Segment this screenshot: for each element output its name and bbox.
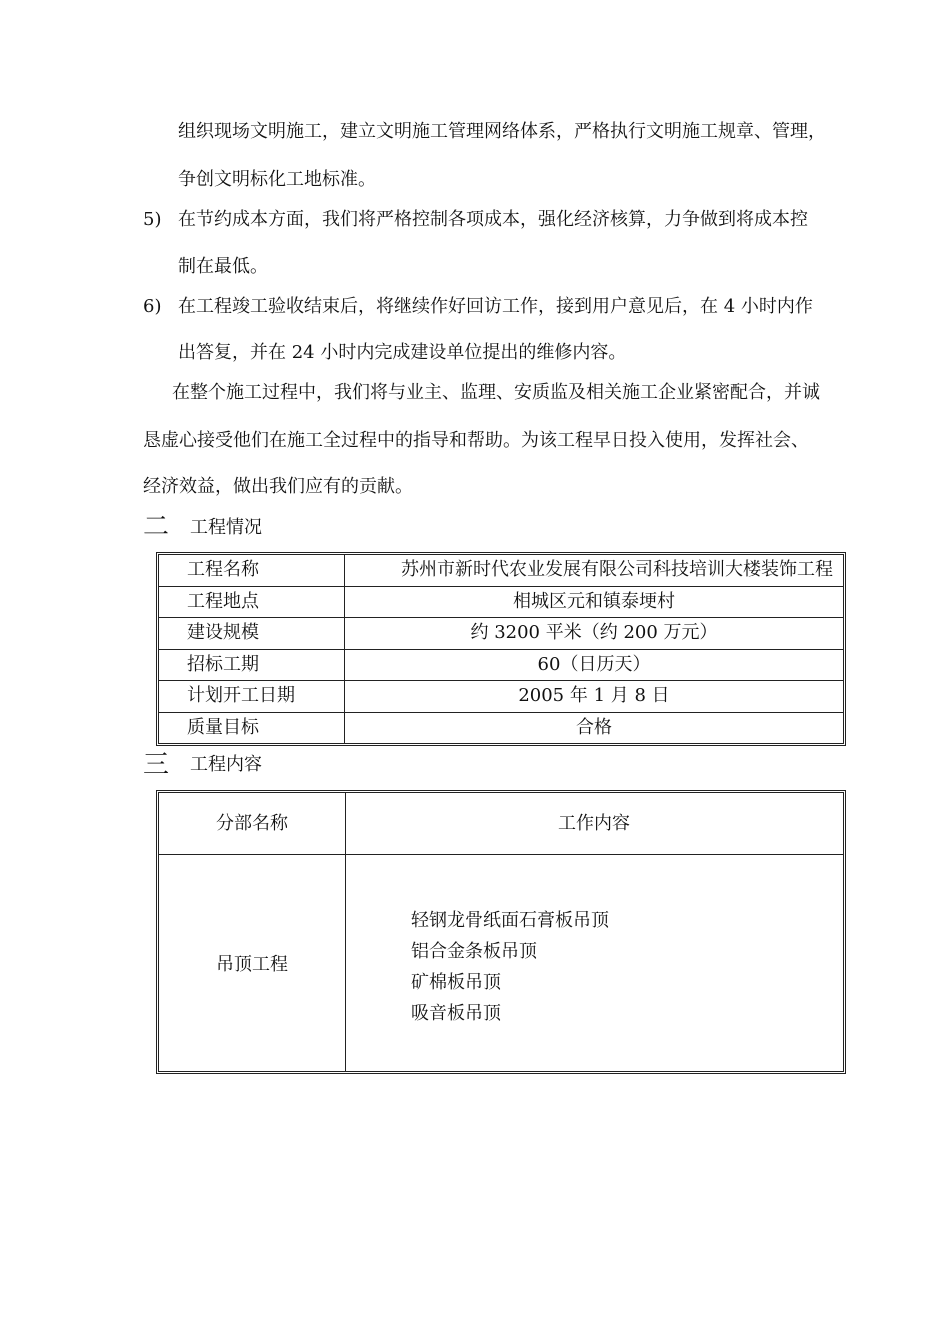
section-title: 工程情况 <box>190 517 262 538</box>
list-number: 5) <box>143 209 162 230</box>
table-label-cell: 招标工期 <box>159 650 345 681</box>
table-label-cell: 计划开工日期 <box>159 681 345 712</box>
section-number: 三 <box>143 750 170 780</box>
list-item: 铝合金条板吊顶 <box>411 941 537 962</box>
section-title: 工程内容 <box>190 754 262 775</box>
table-value-cell: 相城区元和镇泰埂村 <box>513 590 675 612</box>
table-value-cell: 2005 年 1 月 8 日 <box>518 685 670 706</box>
list-item: 矿棉板吊顶 <box>411 972 501 993</box>
paragraph-line: 经济效益，做出我们应有的贡献。 <box>143 476 413 497</box>
list-item-line: 在工程竣工验收结束后，将继续作好回访工作，接到用户意见后，在 4 小时内作 <box>178 296 813 317</box>
table-row <box>159 681 843 713</box>
table-row <box>159 618 843 650</box>
list-item-line: 制在最低。 <box>178 256 268 277</box>
table-label-cell: 建设规模 <box>159 618 345 649</box>
table-value-cell: 约 3200 平米（约 200 万元） <box>470 622 718 643</box>
table-label-cell: 工程地点 <box>159 587 345 618</box>
paragraph-line: 组织现场文明施工，建立文明施工管理网络体系，严格执行文明施工规章、管理， <box>178 121 826 142</box>
part-name-cell: 吊顶工程 <box>216 954 288 975</box>
table-row <box>159 587 843 619</box>
table-row <box>159 713 843 745</box>
table-label-cell: 工程名称 <box>159 555 345 586</box>
list-item-line: 出答复，并在 24 小时内完成建设单位提出的维修内容。 <box>178 342 627 363</box>
table-label-cell: 质量目标 <box>159 713 345 745</box>
paragraph-line: 恳虚心接受他们在施工全过程中的指导和帮助。为该工程早日投入使用，发挥社会、 <box>143 430 809 451</box>
table-header-cell: 工作内容 <box>558 813 630 834</box>
table-value-cell: 苏州市新时代农业发展有限公司科技培训大楼装饰工程 <box>401 559 833 580</box>
section-number: 二 <box>143 512 170 542</box>
list-number: 6) <box>143 296 162 317</box>
table-header-cell: 分部名称 <box>216 813 288 834</box>
table-header-row <box>159 793 843 855</box>
table-value-cell: 合格 <box>576 716 612 738</box>
paragraph-line: 在整个施工过程中，我们将与业主、监理、安质监及相关施工企业紧密配合，并诚 <box>172 382 820 403</box>
table-row <box>159 650 843 682</box>
work-items-list <box>411 905 609 1029</box>
work-content-table <box>156 790 846 1074</box>
list-item: 轻钢龙骨纸面石膏板吊顶 <box>411 910 609 931</box>
paragraph-line: 争创文明标化工地标准。 <box>178 169 376 190</box>
table-row <box>159 555 843 587</box>
list-item-line: 在节约成本方面，我们将严格控制各项成本，强化经济核算，力争做到将成本控 <box>178 209 808 230</box>
list-item: 吸音板吊顶 <box>411 1003 501 1024</box>
table-value-cell: 60（日历天） <box>537 653 651 675</box>
project-info-table <box>156 552 846 746</box>
